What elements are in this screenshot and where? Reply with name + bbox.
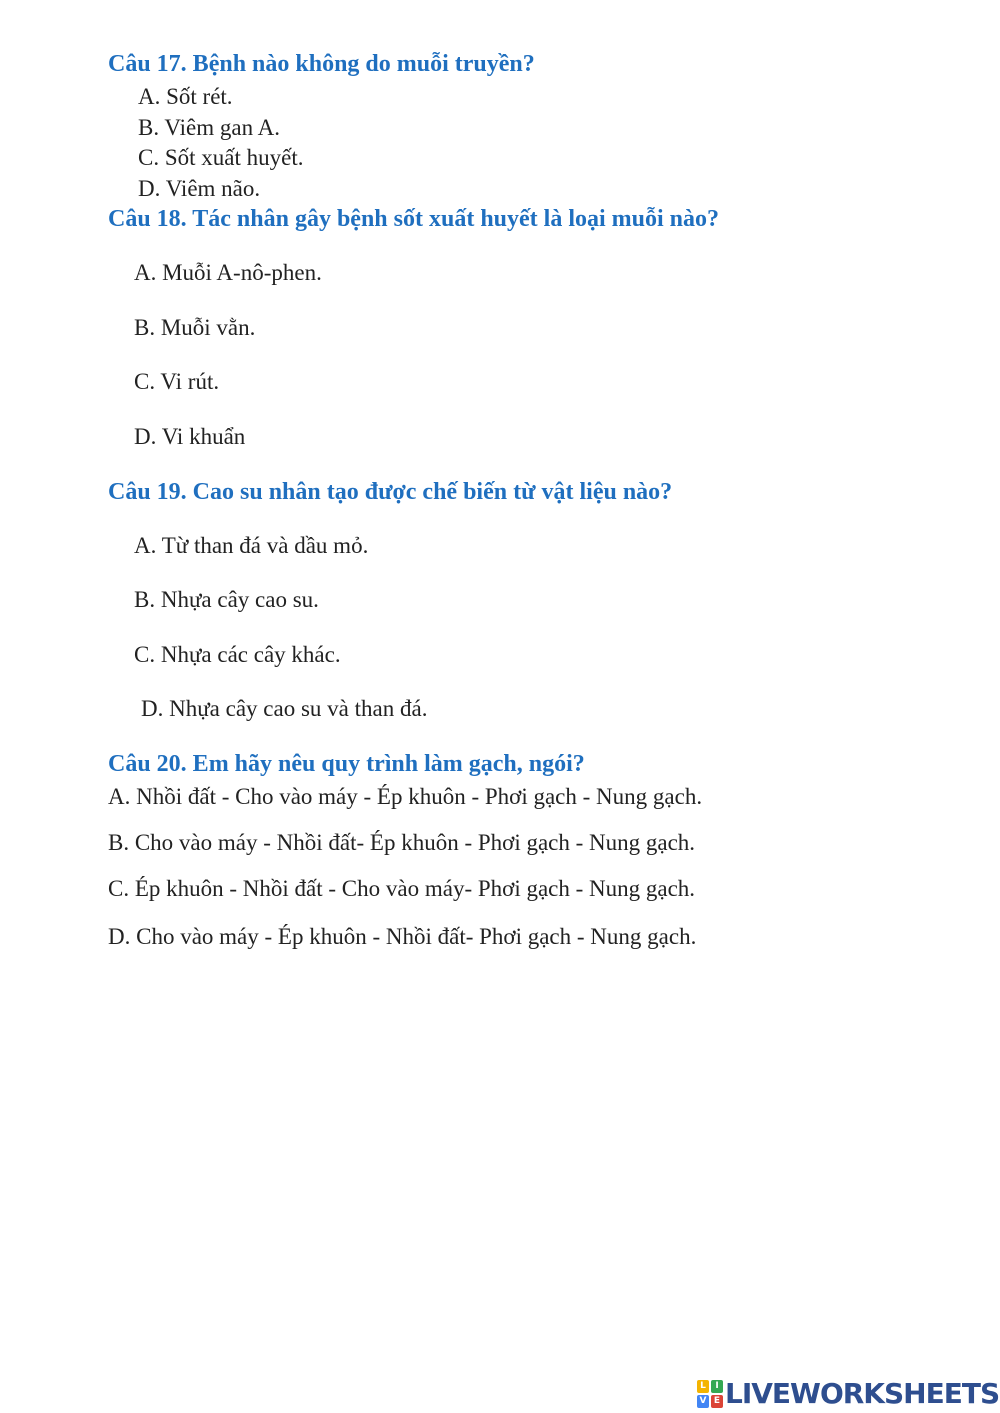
- question-17-option-a[interactable]: A. Sốt rét.: [138, 84, 233, 109]
- question-18-option-c[interactable]: C. Vi rút.: [134, 369, 220, 394]
- question-17-option-b[interactable]: B. Viêm gan A.: [138, 115, 280, 140]
- logo-mark-icon: [697, 1380, 723, 1408]
- question-19-option-c[interactable]: C. Nhựa các cây khác.: [134, 642, 341, 667]
- question-18-option-d[interactable]: D. Vi khuẩn: [134, 424, 246, 449]
- logo-tile-v: V: [697, 1395, 709, 1408]
- question-18-option-b[interactable]: B. Muỗi vằn.: [134, 315, 256, 340]
- liveworksheets-logo[interactable]: [697, 1378, 999, 1410]
- question-20-title: Câu 20. Em hãy nêu quy trình làm gạch, ngói?: [108, 751, 585, 777]
- question-18-option-a[interactable]: A. Muỗi A-nô-phen.: [134, 260, 322, 285]
- logo-tile-i: I: [711, 1380, 723, 1393]
- question-20-option-b[interactable]: B. Cho vào máy - Nhồi đất- Ép khuôn - Phơi gạch - Nung gạch.: [108, 830, 696, 855]
- logo-tile-e: E: [711, 1395, 723, 1408]
- question-20-option-d[interactable]: D. Cho vào máy - Ép khuôn - Nhồi đất- Phơi gạch - Nung gạch.: [108, 924, 697, 949]
- question-17-title: Câu 17. Bệnh nào không do muỗi truyền?: [108, 51, 535, 77]
- logo-tile-l: L: [697, 1380, 709, 1393]
- question-18-title: Câu 18. Tác nhân gây bệnh sốt xuất huyết là loại muỗi nào?: [108, 206, 720, 232]
- question-20-option-c[interactable]: C. Ép khuôn - Nhồi đất - Cho vào máy- Phơi gạch - Nung gạch.: [108, 876, 696, 901]
- brand-name: LIVEWORKSHEETS: [725, 1377, 1000, 1410]
- question-20-option-a[interactable]: A. Nhồi đất - Cho vào máy - Ép khuôn - Phơi gạch - Nung gạch.: [108, 784, 703, 809]
- question-17-option-c[interactable]: C. Sốt xuất huyết.: [138, 145, 304, 170]
- question-19-option-a[interactable]: A. Từ than đá và dầu mỏ.: [134, 533, 369, 558]
- question-17-option-d[interactable]: D. Viêm não.: [138, 176, 261, 201]
- question-19-option-d[interactable]: D. Nhựa cây cao su và than đá.: [141, 696, 428, 721]
- question-19-title: Câu 19. Cao su nhân tạo được chế biến từ vật liệu nào?: [108, 479, 673, 505]
- question-19-option-b[interactable]: B. Nhựa cây cao su.: [134, 587, 319, 612]
